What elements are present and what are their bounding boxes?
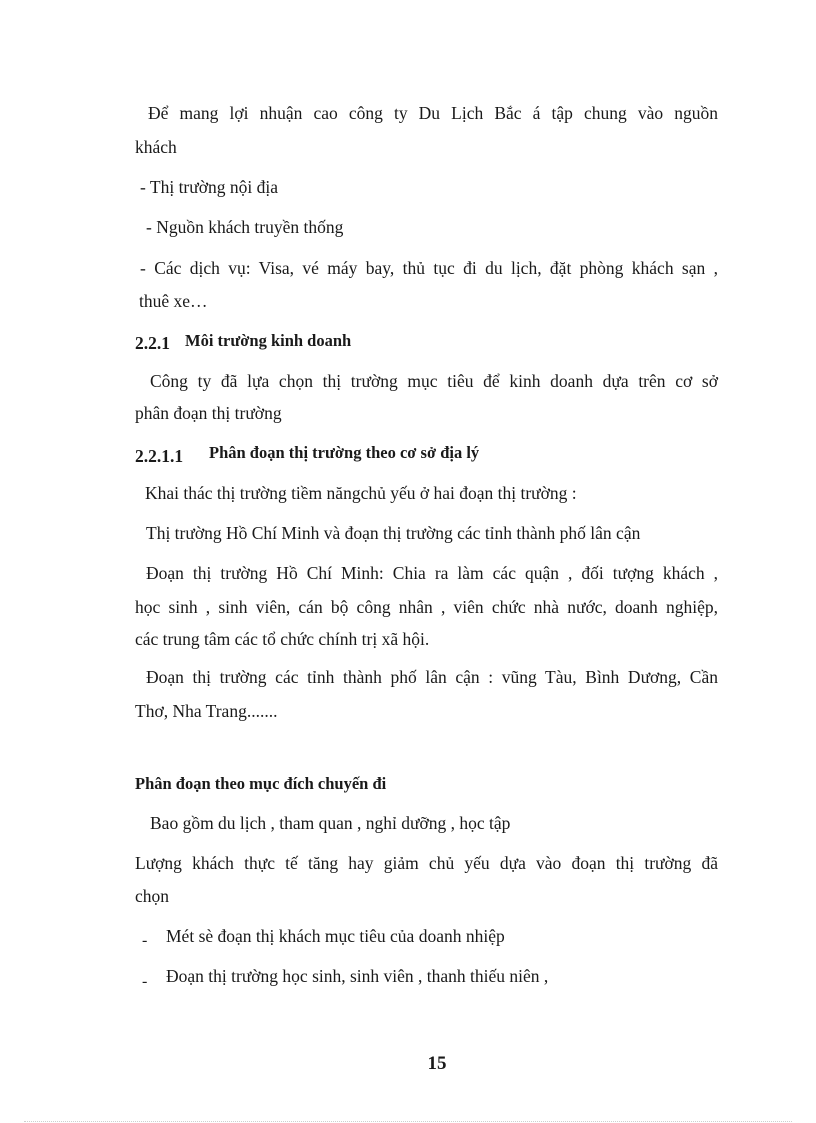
- bullet-domestic-market: - Thị trường nội địa: [140, 177, 278, 197]
- intro-paragraph-line-2: khách: [135, 137, 177, 157]
- bullet-traditional-sources: - Nguồn khách truyền thống: [146, 217, 344, 237]
- hcm-segment-line-1: Đoạn thị trường Hồ Chí Minh: Chia ra làm các quận , đối tượng khách ,: [146, 563, 718, 583]
- nearby-segment-line-2: Thơ, Nha Trang.......: [135, 701, 278, 721]
- nearby-segment-line-1: Đoạn thị trường các tỉnh thành phố lân cận : vũng Tàu, Bình Dương, Cần: [146, 667, 718, 687]
- target-market-line-1: Công ty đã lựa chọn thị trường mục tiêu để kinh doanh dựa trên cơ sở: [150, 371, 718, 391]
- page-bottom-rule: [24, 1121, 792, 1122]
- section-heading: Môi trường kinh doanh: [185, 331, 352, 350]
- guests-paragraph-line-2: chọn: [135, 886, 170, 906]
- hcm-segment-line-2: học sinh , sinh viên, cán bộ công nhân , viên chức nhà nước, doanh nghiệp,: [135, 597, 718, 617]
- list-item-1: Mét sè đoạn thị khách mục tiêu của doanh nhiệp: [166, 926, 505, 946]
- subsection-heading: Phân đoạn thị trường theo cơ sở địa lý: [209, 443, 480, 462]
- page-number: 15: [427, 1053, 447, 1074]
- target-market-line-2: phân đoạn thị trường: [135, 403, 282, 423]
- guests-paragraph-line-1: Lượng khách thực tế tăng hay giảm chủ yếu dựa vào đoạn thị trường đã: [135, 853, 718, 873]
- subsection-number: 2.2.1.1: [135, 446, 184, 466]
- list-dash-1: -: [142, 932, 148, 949]
- intro-paragraph-line-1: Để mang lợi nhuận cao công ty Du Lịch Bắc á tập chung vào nguồn: [148, 103, 718, 123]
- exploit-paragraph: Khai thác thị trường tiềm năngchủ yếu ở hai đoạn thị trường :: [145, 483, 577, 503]
- list-item-2: Đoạn thị trường học sinh, sinh viên , thanh thiếu niên ,: [166, 966, 549, 986]
- hcm-and-nearby-paragraph: Thị trường Hồ Chí Minh và đoạn thị trường các tỉnh thành phố lân cận: [146, 523, 641, 543]
- section-number: 2.2.1: [135, 333, 170, 353]
- bullet-services-line-1: - Các dịch vụ: Visa, vé máy bay, thủ tục đi du lịch, đặt phòng khách sạn ,: [140, 258, 718, 278]
- bullet-services-line-2: thuê xe…: [139, 291, 208, 311]
- hcm-segment-line-3: các trung tâm các tổ chức chính trị xã hội.: [135, 629, 430, 649]
- purpose-list-paragraph: Bao gồm du lịch , tham quan , nghỉ dưỡng , học tập: [150, 813, 511, 833]
- purpose-heading: Phân đoạn theo mục đích chuyến đi: [135, 774, 387, 793]
- list-dash-2: -: [142, 973, 148, 990]
